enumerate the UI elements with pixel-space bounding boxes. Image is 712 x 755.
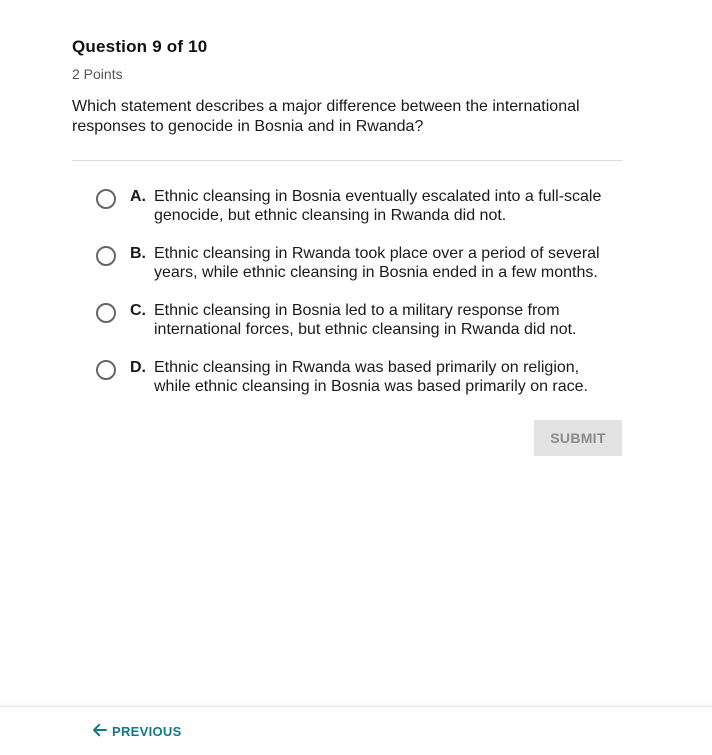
previous-button[interactable] [91,721,182,742]
question-text: Which statement describes a major difference between the international responses to genocide in Bosnia and in Rwanda? [72,98,580,135]
question-panel [72,36,622,415]
choice-b[interactable] [96,244,622,301]
arrow-left-icon [91,721,112,742]
choice-letter: D. [130,359,146,376]
radio-button-a[interactable] [96,189,116,209]
question-title: Question 9 of 10 [72,37,208,56]
choice-letter: A. [130,188,146,205]
submit-row [534,420,622,456]
choice-text: Ethnic cleansing in Bosnia eventually escalated into a full-scale genocide, but ethnic cleansing in Rwanda did not. [154,188,602,224]
choice-text: Ethnic cleansing in Bosnia led to a military response from international forces, but ethnic cleansing in Rwanda did not. [154,302,577,338]
choice-letter: C. [130,302,146,319]
radio-button-d[interactable] [96,360,116,380]
question-points: 2 Points [72,66,123,82]
choice-letter: B. [130,245,146,262]
answer-choices [72,187,622,415]
radio-button-b[interactable] [96,246,116,266]
choice-a[interactable] [96,187,622,244]
choice-c[interactable] [96,301,622,358]
choice-d[interactable] [96,358,622,415]
footer-nav [0,706,712,755]
radio-button-c[interactable] [96,303,116,323]
submit-button[interactable]: SUBMIT [534,420,622,456]
previous-label: PREVIOUS [112,724,182,739]
choice-text: Ethnic cleansing in Rwanda took place over a period of several years, while ethnic cleansing in Bosnia ended in a few months. [154,245,600,281]
choice-text: Ethnic cleansing in Rwanda was based primarily on religion, while ethnic cleansing in Bosnia was based primarily on race. [154,359,588,395]
divider [72,160,622,161]
